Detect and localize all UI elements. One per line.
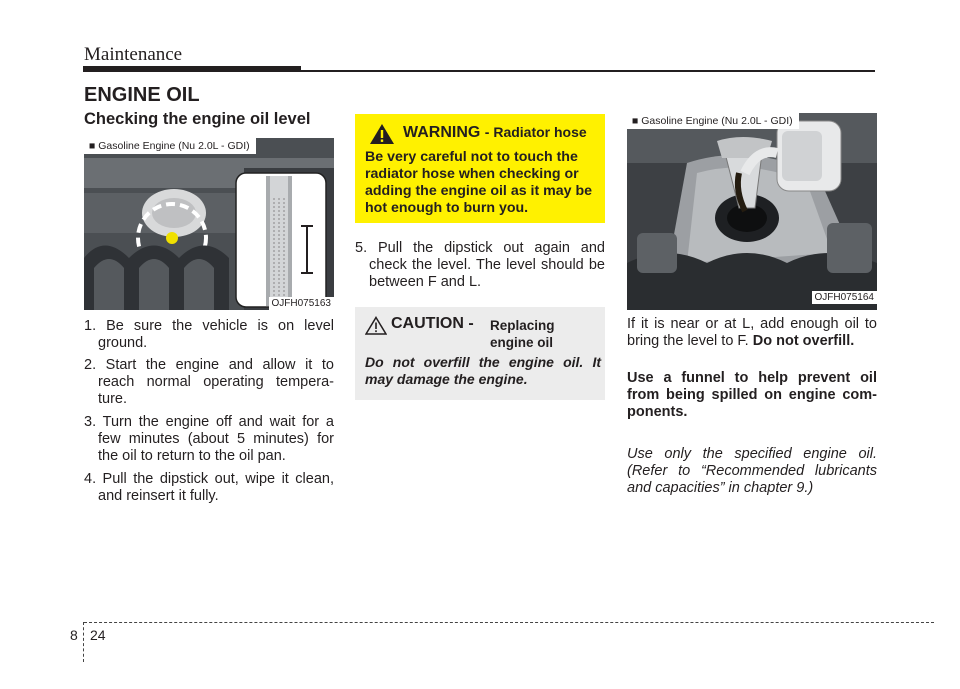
footer-divider — [83, 622, 84, 662]
footer-page-number: 24 — [90, 627, 106, 643]
page-header-title: Maintenance — [84, 44, 183, 65]
caution-subject-line2: engine oil — [490, 335, 554, 350]
warning-text: Be very careful not to touch the radiator hose when checking or adding the engine oil as it may be hot enough to burn you. — [365, 149, 593, 216]
warning-label: WARNING — [403, 124, 481, 141]
step-1: 1. Be sure the vehicle is on level ground. — [84, 318, 334, 351]
section-subheading: Checking the engine oil level — [84, 110, 311, 128]
figure-code: OJFH075164 — [812, 291, 877, 304]
do-not-overfill-note: Do not overfill. — [752, 333, 855, 349]
figure-caption: ■ Gasoline Engine (Nu 2.0L - GDI) — [84, 138, 256, 154]
caution-triangle-icon — [365, 316, 387, 335]
section-title: ENGINE OIL — [84, 84, 200, 106]
paragraph-funnel: Use a funnel to help prevent oil from being spilled on engine com-ponents. — [627, 370, 877, 420]
caution-label: CAUTION - — [391, 315, 474, 332]
caution-box — [355, 307, 605, 400]
header-rule-thick — [83, 66, 301, 72]
paragraph-add-oil — [627, 316, 877, 350]
caution-subject-line1: Replacing — [490, 318, 555, 333]
step-4: 4. Pull the dipstick out, wipe it clean, and reinsert it fully. — [84, 471, 334, 504]
engine-dipstick-illustration — [84, 138, 334, 310]
step-3: 3. Turn the engine off and wait for a few minutes (about 5 minutes) for the oil to return to the oil pan. — [84, 414, 334, 464]
figure-code: OJFH075163 — [269, 297, 334, 310]
warning-box — [355, 114, 605, 223]
figure-dipstick — [84, 138, 334, 310]
paragraph-add-oil-text: If it is near or at L, add enough oil to bring the level to F. — [627, 316, 877, 349]
caution-text: Do not overfill the engine oil. It may damage the engine. — [365, 354, 601, 387]
step-2: 2. Start the engine and allow it to reach normal operating tempera-ture. — [84, 357, 334, 407]
footer-chapter-number: 8 — [70, 627, 78, 643]
warning-triangle-icon — [369, 123, 395, 145]
paragraph-specified-oil: Use only the specified engine oil. (Refer to “Recommended lubricants and capacities” in chapter 9.) — [627, 446, 877, 496]
footer-rule — [84, 622, 934, 623]
figure-oil-fill — [627, 113, 877, 310]
step-5: 5. Pull the dipstick out again and check the level. The level should be between F and L. — [355, 240, 605, 290]
engine-oil-fill-illustration — [627, 113, 877, 310]
figure-caption: ■ Gasoline Engine (Nu 2.0L - GDI) — [627, 113, 799, 129]
warning-heading — [403, 124, 587, 142]
header-rule-thin — [301, 70, 875, 72]
warning-subject: - Radiator hose — [484, 124, 587, 140]
